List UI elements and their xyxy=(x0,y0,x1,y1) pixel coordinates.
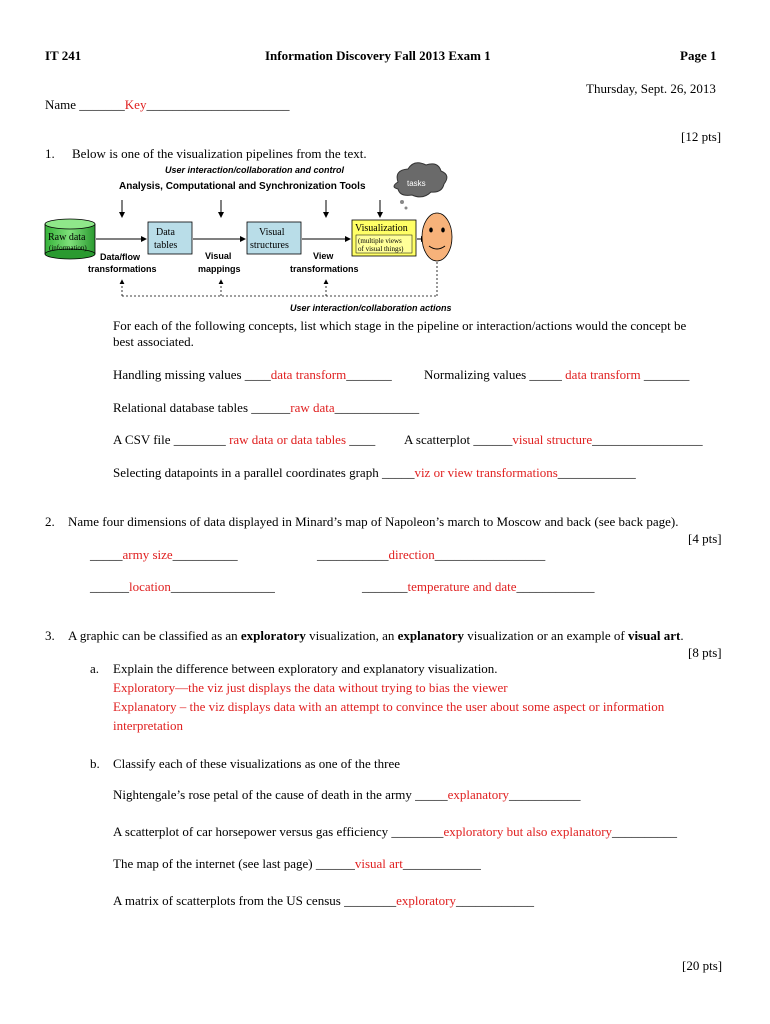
page-number: Page 1 xyxy=(680,48,717,63)
q1-item-relational: Relational database tables ______raw data_____________ xyxy=(113,400,420,415)
q3b-item-internet: The map of the internet (see last page) ______visual art____________ xyxy=(113,856,481,871)
flow-label-2b: mappings xyxy=(198,264,241,274)
q2-number: 2. xyxy=(45,514,55,529)
q3b-item-nightingale: Nightengale’s rose petal of the cause of death in the army _____explanatory___________ xyxy=(113,787,581,802)
flow-label-3b: transformations xyxy=(290,264,359,274)
q2-answer-a: _____army size__________ xyxy=(90,547,238,562)
q3-points: [8 pts] xyxy=(688,645,722,660)
q2-prompt: Name four dimensions of data displayed in Minard’s map of Napoleon’s march to Moscow and back (see back page). xyxy=(68,514,679,529)
answer-selecting: viz or view transformations xyxy=(414,465,558,480)
q1-points: [12 pts] xyxy=(681,129,722,144)
diagram-bottom-label: User interaction/collaboration actions xyxy=(290,303,452,313)
visualization-label: Visualization xyxy=(355,223,408,234)
q1-item-selecting: Selecting datapoints in a parallel coordinates graph _____viz or view transformations____________ xyxy=(113,465,636,480)
q1-number: 1. xyxy=(45,146,55,161)
q2-answer-b: ___________direction_________________ xyxy=(317,547,546,562)
data-tables-label-1: Data xyxy=(156,227,175,238)
q1-item-scatterplot: A scatterplot ______visual structure_________________ xyxy=(404,432,703,447)
q1-item-csv: A CSV file ________ raw data or data tables ____ xyxy=(113,432,376,447)
flow-label-2a: Visual xyxy=(205,251,232,261)
q3b-item-matrix: A matrix of scatterplots from the US census ________exploratory____________ xyxy=(113,893,534,908)
course-code: IT 241 xyxy=(45,48,82,63)
raw-data-label: Raw data xyxy=(48,232,86,243)
answer-scatterplot: visual structure xyxy=(512,432,593,447)
visualization-sub-1: (multiple views xyxy=(358,237,402,245)
exam-title: Information Discovery Fall 2013 Exam 1 xyxy=(265,48,491,63)
data-tables-label-2: tables xyxy=(154,240,178,251)
q3-number: 3. xyxy=(45,628,55,643)
q3a-prompt: Explain the difference between exploratory and explanatory visualization. xyxy=(113,661,498,676)
q3b-letter: b. xyxy=(90,756,100,771)
q3b-prompt: Classify each of these visualizations as one of the three xyxy=(113,756,400,771)
answer-missing: data transform xyxy=(270,367,347,382)
tasks-label: tasks xyxy=(407,179,426,188)
flow-label-3a: View xyxy=(313,251,334,261)
raw-data-sub: (information) xyxy=(49,244,87,252)
q1-prompt: Below is one of the visualization pipelines from the text. xyxy=(72,146,367,161)
name-line xyxy=(45,97,289,113)
q3-prompt: A graphic can be classified as an exploratory visualization, an explanatory visualization or an example of visual art. xyxy=(68,628,684,643)
diagram-tools-label: Analysis, Computational and Synchronization Tools xyxy=(119,181,366,192)
answer-csv: raw data or data tables xyxy=(229,432,347,447)
answer-normalizing: data transform xyxy=(565,367,641,382)
q2-answer-c: ______location________________ xyxy=(90,579,275,594)
name-label: Name _______ xyxy=(45,97,125,112)
q1-item-missing: Handling missing values ____data transform_______ xyxy=(113,367,392,382)
footer-points: [20 pts] xyxy=(682,958,723,973)
visualization-sub-2: of visual things) xyxy=(358,245,404,253)
name-trail: ______________________ xyxy=(146,97,290,112)
q3a-answer-1: Exploratory—the viz just displays the data without trying to bias the viewer xyxy=(113,680,508,695)
flow-label-1a: Data/flow xyxy=(100,252,141,262)
q2-answer-d: _______temperature and date____________ xyxy=(362,579,595,594)
pipeline-diagram xyxy=(40,162,480,318)
name-key: Key xyxy=(124,97,147,112)
flow-label-1b: transformations xyxy=(88,264,157,274)
answer-relational: raw data xyxy=(290,400,335,415)
q3a-answer-3: interpretation xyxy=(113,718,184,733)
tasks-cloud xyxy=(394,163,447,210)
q3b-item-car: A scatterplot of car horsepower versus gas efficiency ________exploratory but also explanatory__________ xyxy=(113,824,678,839)
q2-points: [4 pts] xyxy=(688,531,722,546)
q3a-answer-2: Explanatory – the viz displays data with an attempt to convince the user about some aspect or information xyxy=(113,699,665,714)
diagram-top-label: User interaction/collaboration and control xyxy=(165,165,345,175)
q1-instructions-1: For each of the following concepts, list which stage in the pipeline or interaction/actions would the concept be xyxy=(113,318,687,333)
raw-data-node xyxy=(45,219,95,259)
exam-date: Thursday, Sept. 26, 2013 xyxy=(586,81,716,96)
q3a-letter: a. xyxy=(90,661,100,676)
visual-structures-label-1: Visual xyxy=(259,227,285,238)
visual-structures-label-2: structures xyxy=(250,240,289,251)
q1-item-normalizing: Normalizing values _____ data transform _______ xyxy=(424,367,690,382)
q1-instructions-2: best associated. xyxy=(113,334,194,349)
user-face-icon xyxy=(422,213,452,261)
